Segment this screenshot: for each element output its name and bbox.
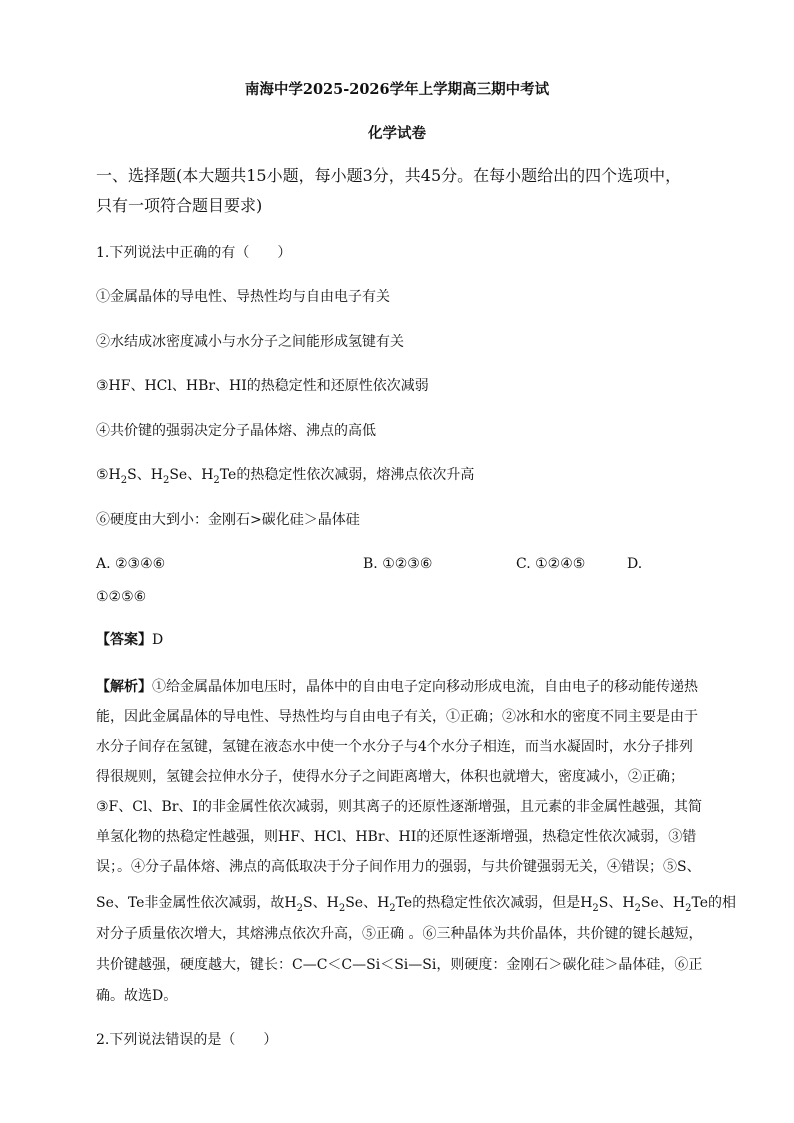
exam-subtitle: 化学试卷 [368, 125, 426, 142]
q1-analysis-line-1: 【解析】①给金属晶体加电压时，晶体中的自由电子定向移动形成电流，自由电子的移动能传递热 [96, 679, 698, 695]
q1-analysis-line-3: 水分子间存在氢键，氢键在液态水中使一个水分子与4个水分子相连，而当水凝固时，水分子排列 [96, 739, 693, 755]
q1-option-b: B. ①②③⑥ [363, 556, 433, 572]
q1-statement-1: ①金属晶体的导电性、导热性均与自由电子有关 [96, 289, 390, 305]
q1-analysis-line-11: 确。故选D。 [96, 988, 178, 1004]
q1-option-a: A. ②③④⑥ [96, 556, 166, 572]
q1-answer: 【答案】D [96, 632, 164, 648]
q1-option-d-label: D. [627, 556, 643, 572]
section-heading-line2: 只有一项符合题目要求) [96, 196, 263, 215]
q1-analysis-line-5: ③F、Cl、Br、I的非金属性依次减弱，则其离子的还原性逐渐增强，且元素的非金属性越强，其简 [96, 799, 702, 815]
q1-statement-2: ②水结成冰密度减小与水分子之间能形成氢键有关 [96, 334, 404, 350]
q1-statement-3: ③HF、HCl、HBr、HI的热稳定性和还原性依次减弱 [96, 378, 429, 394]
q1-analysis-line-9: 对分子质量依次增大，其熔沸点依次升高，⑤正确 。⑥三种晶体为共价晶体，共价键的键长越短， [96, 926, 703, 942]
q1-stem: 1.下列说法中正确的有（ ） [96, 245, 292, 261]
exam-title: 南海中学2025-2026学年上学期高三期中考试 [244, 81, 550, 98]
q2-stem: 2.下列说法错误的是（ ） [96, 1032, 278, 1048]
q1-statement-4: ④共价键的强弱决定分子晶体熔、沸点的高低 [96, 423, 376, 439]
q1-option-c: C. ①②④⑤ [516, 556, 586, 572]
q1-statement-6: ⑥硬度由大到小：金刚石>碳化硅＞晶体硅 [96, 512, 360, 528]
q1-analysis-line-4: 得很规则，氢键会拉伸水分子，使得水分子之间距离增大，体积也就增大，密度减小，②正确； [96, 769, 684, 785]
section-heading-line1: 一、选择题(本大题共15小题，每小题3分，共45分。在每小题给出的四个选项中， [96, 166, 682, 185]
q1-statement-5: $⑤H_2S$、$H_2Se$、$H_2Te$的热稳定性依次减弱，熔沸点依次升高 [96, 467, 475, 486]
q1-analysis-line-6: 单氢化物的热稳定性越强，则HF、HCl、HBr、HI的还原性逐渐增强，热稳定性依次减弱，③错 [96, 829, 697, 845]
q1-analysis-line-10: 共价键越强，硬度越大，键长：C—C＜C—Si＜Si—Si，则硬度：金刚石＞碳化硅＞晶体硅，⑥正 [96, 957, 703, 973]
q1-analysis-line-2: 能，因此金属晶体的导电性、导热性均与自由电子有关，①正确；②冰和水的密度不同主要是由于 [96, 709, 698, 725]
q1-analysis-line-8: Se、Te非金属性依次减弱，故$H_2S$、$H_2Se$、$H_2Te$的热稳定性依次减弱，但是$H_2S$、$H_2Se$、$H_2Te$的相 [96, 895, 736, 914]
q1-analysis-line-7: 误；。④分子晶体熔、沸点的高低取决于分子间作用力的强弱，与共价键强弱无关，④错误；⑤S、 [96, 859, 701, 875]
q1-option-d-content: ①②⑤⑥ [96, 589, 147, 605]
